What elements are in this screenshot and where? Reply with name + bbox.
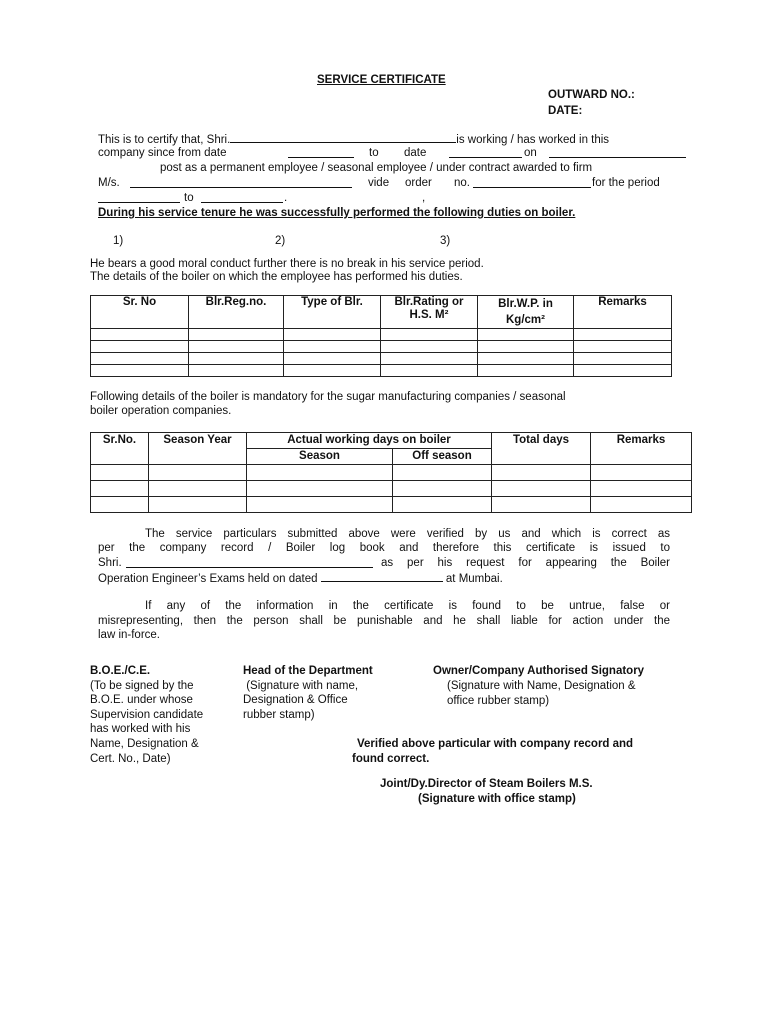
boe-line: has worked with his: [90, 723, 191, 736]
para1-text: on: [524, 147, 537, 159]
col-header: [591, 433, 692, 465]
para1-text: vide: [368, 177, 390, 189]
para1-text: ,: [422, 192, 426, 204]
boiler-details-line: The details of the boiler on which the employee has performed his duties.: [90, 271, 463, 283]
untrue-line: If any of the information in the certificate is found to be untrue, false or: [145, 600, 670, 612]
col-header: [189, 296, 284, 329]
para1-line3: post as a permanent employee / seasonal employee / under contract awarded to firm: [160, 162, 593, 174]
shri-blank: [126, 556, 373, 568]
owner-signature-block: [447, 679, 636, 708]
duties-heading: During his service tenure he was successfully performed the following duties on boiler.: [98, 207, 576, 219]
para1-text: for the period: [592, 177, 660, 189]
table-row: [91, 353, 672, 365]
verify-line: per the company record / Boiler log book and therefore this certificate is issued to: [98, 542, 670, 554]
col-header: [91, 433, 149, 465]
table-header-row: [91, 296, 672, 329]
verify-text: as per his request for appearing the Boiler: [381, 557, 670, 569]
table-row: [91, 481, 692, 497]
untrue-line: misrepresenting, then the person shall be punishable and he shall liable for action under the: [98, 615, 670, 627]
period-from-blank: [98, 191, 180, 203]
boe-line: Name, Designation &: [90, 737, 199, 750]
hod-line: (Signature with name,: [243, 679, 359, 692]
col-header: [492, 433, 591, 465]
col-header: [149, 433, 247, 465]
to-date-blank: [449, 146, 522, 158]
col-header: [574, 296, 672, 329]
period-to-blank: [201, 191, 283, 203]
from-date-blank: [288, 146, 354, 158]
col-header: [393, 449, 492, 465]
mandatory-line: Following details of the boiler is mandatory for the sugar manufacturing companies / seasonal: [90, 391, 566, 403]
duty-item: 1): [113, 235, 124, 247]
boe-signature-block: [90, 664, 203, 766]
hod-line: rubber stamp): [243, 708, 315, 721]
verify-text: Operation Engineer’s Exams held on dated: [98, 573, 318, 585]
boe-line: Supervision candidate: [90, 708, 204, 721]
para1-text: M/s.: [98, 177, 120, 189]
duty-item: 2): [275, 235, 286, 247]
firm-blank: [130, 176, 352, 188]
hod-title: Head of the Department: [243, 665, 373, 677]
verify-line: [98, 570, 503, 587]
table-header-row: [91, 433, 692, 449]
para1-text: no.: [454, 177, 470, 189]
col-header: [478, 296, 574, 329]
col-header: [381, 296, 478, 329]
seasonal-boiler-table: [90, 432, 692, 513]
para1-text: company since from date: [98, 147, 227, 159]
col-header-label: Total days: [512, 434, 570, 446]
para1-text: .: [284, 192, 288, 204]
col-header: [247, 449, 393, 465]
exam-date-blank: [321, 570, 443, 582]
col-header-label: Season: [299, 450, 340, 462]
verify-line: [98, 556, 670, 571]
duty-item: 3): [440, 235, 451, 247]
verify-text: Shri.: [98, 557, 122, 569]
verify-text: at Mumbai.: [445, 573, 503, 585]
col-header: [284, 296, 381, 329]
col-header-label: Blr.W.P. in: [498, 298, 553, 310]
date-label: DATE:: [548, 105, 583, 117]
conduct-line: He bears a good moral conduct further there is no break in his service period.: [90, 258, 484, 270]
director-title: Joint/Dy.Director of Steam Boilers M.S.: [380, 778, 593, 790]
col-header-label: Off season: [412, 450, 472, 462]
col-header-label: Type of Blr.: [301, 296, 363, 308]
boe-line: (To be signed by the: [90, 679, 194, 692]
hod-signature-block: [243, 664, 373, 722]
col-header-label: Actual working days on boiler: [287, 434, 451, 446]
table-row: [91, 465, 692, 481]
table-row: [91, 497, 692, 513]
col-header-label: Sr. No: [122, 296, 157, 308]
col-header-label: Sr.No.: [102, 434, 137, 446]
col-header-label: Blr.Reg.no.: [205, 296, 267, 308]
para1-text: order: [405, 177, 432, 189]
col-header-label: Kg/cm²: [506, 314, 545, 326]
owner-line: office rubber stamp): [447, 694, 550, 707]
col-header-label: Remarks: [598, 296, 647, 308]
para1-text: to: [184, 192, 194, 204]
hod-line: Designation & Office: [243, 694, 348, 707]
outward-no-label: OUTWARD NO.:: [548, 89, 635, 101]
certificate-title: SERVICE CERTIFICATE: [317, 74, 446, 86]
boe-line: Cert. No., Date): [90, 752, 171, 765]
mandatory-line: boiler operation companies.: [90, 405, 232, 417]
untrue-line: law in-force.: [98, 629, 160, 641]
col-header-label: H.S. M²: [409, 309, 449, 321]
director-signature: (Signature with office stamp): [418, 793, 576, 805]
boiler-details-table: [90, 295, 672, 377]
col-header: [91, 296, 189, 329]
verify-line: The service particulars submitted above were verified by us and which is correct as: [145, 528, 670, 540]
col-header: [247, 433, 492, 449]
para1-text: to: [369, 147, 379, 159]
owner-title: Owner/Company Authorised Signatory: [433, 665, 645, 677]
table-row: [91, 365, 672, 377]
col-header-label: Season Year: [163, 434, 232, 446]
verified-line: Verified above particular with company record and: [357, 738, 634, 750]
owner-line: (Signature with Name, Designation &: [447, 680, 636, 692]
col-header-label: Remarks: [616, 434, 666, 446]
col-header-label: Blr.Rating or: [394, 296, 464, 308]
boe-line: B.O.E. under whose: [90, 694, 193, 707]
boe-title: B.O.E./C.E.: [90, 665, 151, 677]
verified-line: found correct.: [352, 753, 430, 765]
para1-text: is working / has worked in this: [456, 134, 610, 146]
name-blank: [230, 131, 456, 143]
para1-line2: [98, 146, 688, 161]
order-no-blank: [473, 176, 591, 188]
para1-text: This is to certify that, Shri.: [98, 134, 231, 146]
table-row: [91, 341, 672, 353]
para1-line4: [98, 176, 688, 191]
on-blank: [549, 146, 686, 158]
para1-text: date: [404, 147, 427, 159]
table-row: [91, 329, 672, 341]
